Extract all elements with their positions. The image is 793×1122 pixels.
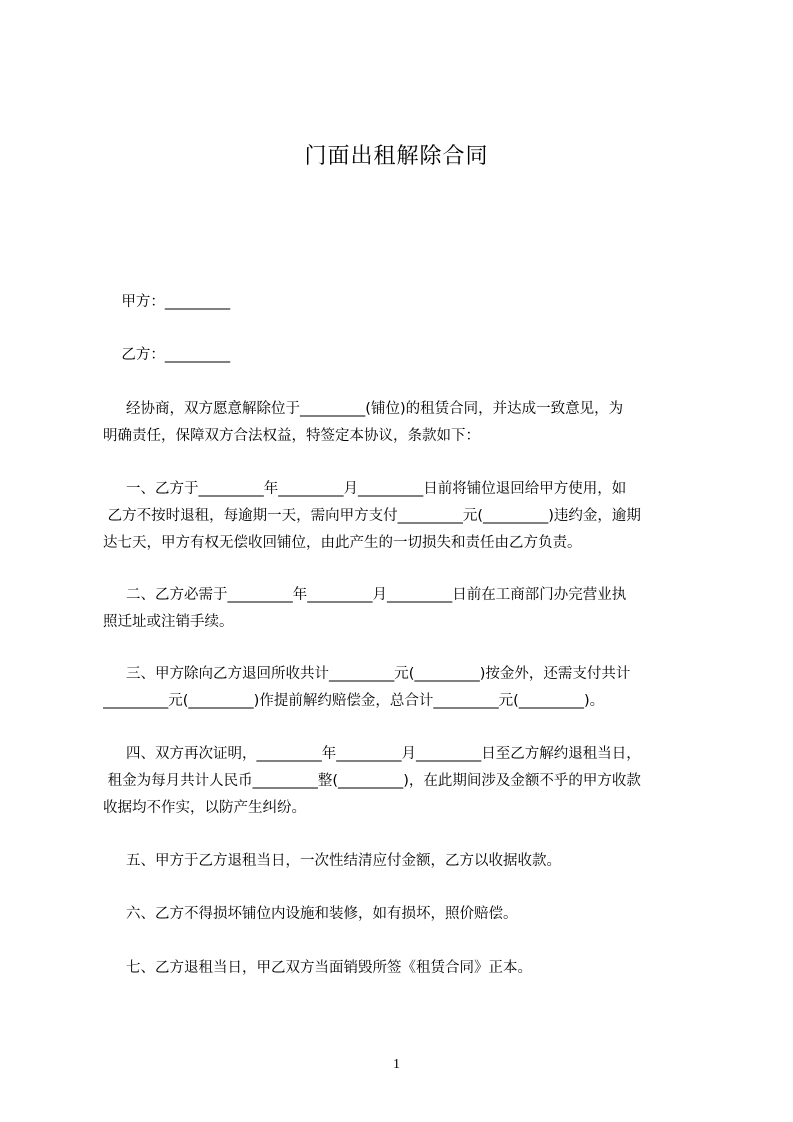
clause-1-line: 一、乙方于_________年_________月_________日前将铺位退回给甲方使用，如 bbox=[103, 481, 627, 497]
intro-line: 经协商，双方愿意解除位于_________(铺位)的租赁合同，并达成一致意见，为 bbox=[103, 401, 624, 417]
clause-6-line: 六、乙方不得损坏铺位内设施和装修，如有损坏，照价赔偿。 bbox=[103, 906, 518, 922]
document-title: 门面出租解除合同 bbox=[304, 144, 489, 169]
clause-5-line: 五、甲方于乙方退租当日，一次性结清应付金额，乙方以收据收款。 bbox=[103, 853, 562, 869]
clause-1-line: 达七天，甲方有权无偿收回铺位，由此产生的一切损失和责任由乙方负责。 bbox=[103, 535, 582, 551]
clause-3-line: 三、甲方除向乙方退回所收共计_________元(_________)按金外，还需支付共计 bbox=[103, 666, 631, 682]
clause-4-line: 租金为每月共计人民币_________整(_________)，在此期间涉及金额不乎的甲方收款 bbox=[103, 773, 641, 789]
clause-2-line: 照迁址或注销手续。 bbox=[103, 614, 234, 630]
clause-2-line: 二、乙方必需于_________年_________月_________日前在工商部门办完营业执 bbox=[103, 587, 627, 603]
clause-7-line: 七、乙方退租当日，甲乙双方当面销毁所签《租赁合同》正本。 bbox=[103, 960, 533, 976]
page-number: 1 bbox=[393, 1057, 400, 1072]
party-b-line: 乙方：_________ bbox=[103, 347, 231, 363]
clause-3-line: _________元(_________)作提前解约赔偿金，总合计_________元(_________)。 bbox=[103, 693, 605, 709]
clause-4-line: 四、双方再次证明，_________年_________月_________日至乙方解约退租当日， bbox=[103, 746, 641, 762]
clause-1-line: 乙方不按时退租，每逾期一天，需向甲方支付_________元(_________)违约金，逾期 bbox=[103, 508, 641, 524]
clause-4-line: 收据均不作实，以防产生纠纷。 bbox=[103, 800, 306, 816]
party-a-line: 甲方：_________ bbox=[103, 294, 231, 310]
intro-line: 明确责任，保障双方合法权益，特签定本协议，条款如下： bbox=[103, 428, 480, 444]
